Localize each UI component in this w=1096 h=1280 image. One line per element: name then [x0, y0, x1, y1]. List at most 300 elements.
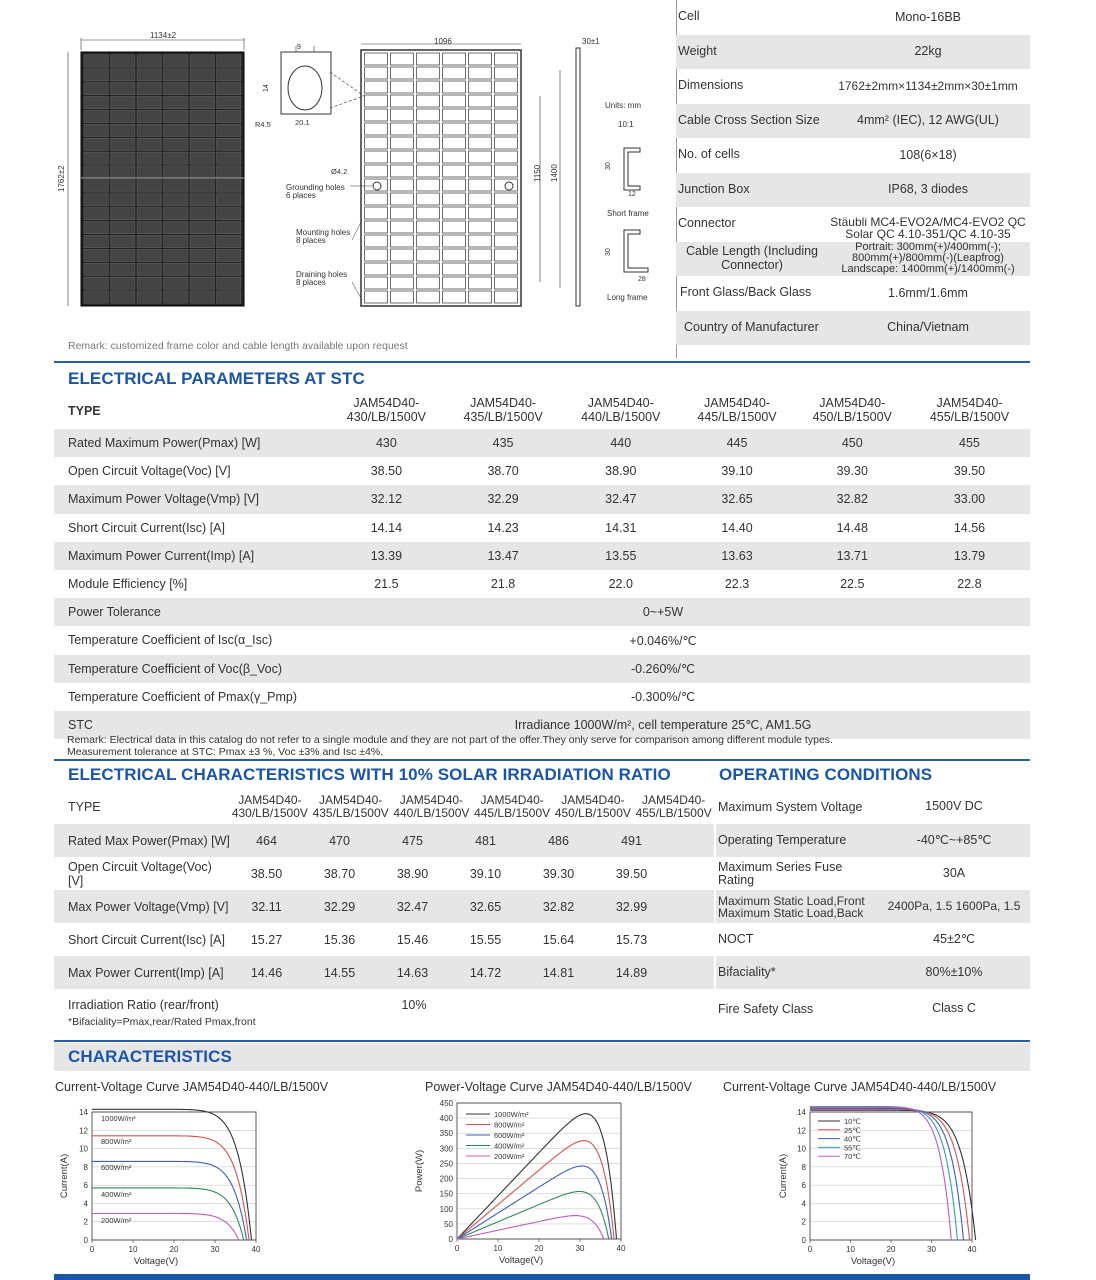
x-tick-label: 30 [575, 1244, 585, 1253]
pv-cell [190, 83, 215, 95]
irr-row [54, 890, 714, 923]
back-cell [391, 53, 414, 65]
back-cell [417, 53, 440, 65]
pv-cell [164, 194, 189, 206]
back-cell [365, 291, 388, 303]
pv-cell [111, 166, 136, 178]
pv-cell [217, 208, 242, 220]
series-line [457, 1114, 617, 1239]
pv-cell [217, 124, 242, 136]
series-line [810, 1107, 951, 1241]
cell-value: 14.55 [323, 965, 356, 980]
back-cell [443, 207, 466, 219]
row-label: Module Efficiency [%] [68, 577, 188, 592]
cell-value: 22.8 [957, 577, 982, 592]
pv-cell [84, 124, 109, 136]
legend-label: 800W/m² [101, 1137, 132, 1146]
hole-detail [255, 44, 364, 129]
cell-value: 32.65 [721, 492, 753, 507]
row-label: STC [68, 717, 93, 732]
spec-row-weight: Weight 22kg [676, 35, 1030, 70]
svg-text:9: 9 [297, 44, 301, 51]
back-cell [495, 81, 518, 93]
iv-irradiance-chart [55, 1100, 285, 1272]
span-value: -0.300%/℃ [630, 690, 696, 705]
cell-value: 32.65 [469, 899, 502, 914]
back-cell [495, 67, 518, 79]
back-cell [469, 53, 492, 65]
row-label: Maximum Power Voltage(Vmp) [V] [68, 492, 260, 507]
cell-value: 38.90 [396, 866, 429, 881]
back-cell [469, 165, 492, 177]
back-cell [469, 123, 492, 135]
back-cell [391, 67, 414, 79]
pv-cell [137, 110, 162, 122]
back-cell [469, 67, 492, 79]
pv-cell [217, 194, 242, 206]
pv-cell [190, 166, 215, 178]
back-cell [443, 291, 466, 303]
back-cell [391, 291, 414, 303]
pv-cell [137, 249, 162, 261]
spec-row-glass: Front Glass/Back Glass 1.6mm/1.6mm [680, 285, 968, 300]
y-tick-label: 14 [797, 1108, 806, 1117]
back-cell [417, 235, 440, 247]
operating-title: OPERATING CONDITIONS [719, 765, 933, 784]
iv-temperature-chart [774, 1100, 994, 1272]
back-cell [391, 123, 414, 135]
pv-cell [190, 138, 215, 150]
back-cell [365, 221, 388, 233]
x-tick-label: 20 [886, 1245, 896, 1254]
y-axis-label: Current(A) [59, 1153, 70, 1199]
irr-row [54, 956, 714, 989]
cell-value: 32.99 [615, 899, 648, 914]
cell-value: 435 [492, 436, 514, 451]
pv-cell [190, 263, 215, 275]
y-tick-label: 10 [79, 1144, 88, 1154]
stc-span-row [54, 683, 1030, 711]
y-tick-label: 8 [83, 1162, 88, 1172]
cell-value: 32.12 [370, 492, 403, 507]
back-cell [417, 193, 440, 205]
pv-cell [217, 166, 242, 178]
pv-cell [164, 152, 189, 164]
svg-text:30: 30 [605, 248, 612, 256]
span-value: -0.260%/℃ [630, 662, 696, 677]
pv-cell [137, 263, 162, 275]
back-cell [443, 165, 466, 177]
pv-cell [190, 152, 215, 164]
back-cell [365, 235, 388, 247]
pv-cell [111, 263, 136, 275]
back-cell [417, 249, 440, 261]
irr-row [54, 824, 714, 857]
back-cell [391, 95, 414, 107]
back-cell [391, 207, 414, 219]
stc-title: ELECTRICAL PARAMETERS AT STC [68, 369, 365, 388]
x-tick-label: 0 [807, 1245, 813, 1254]
pv-cell [164, 263, 189, 275]
back-cell [443, 263, 466, 275]
y-tick-label: 6 [801, 1181, 806, 1191]
back-cell [469, 207, 492, 219]
legend-label: 800W/m² [494, 1120, 525, 1130]
x-tick-label: 10 [128, 1245, 138, 1254]
back-cell [391, 81, 414, 93]
svg-text:8 places: 8 places [296, 236, 326, 245]
pv-cell [84, 152, 109, 164]
pv-cell [164, 83, 189, 95]
pv-cell [164, 138, 189, 150]
irr-table [54, 790, 714, 1021]
cell-value: 14.14 [370, 520, 403, 535]
x-tick-label: 20 [169, 1245, 179, 1254]
pv-cell [111, 277, 136, 289]
back-cell [469, 221, 492, 233]
x-tick-label: 40 [616, 1244, 626, 1253]
cell-value: 15.73 [615, 932, 648, 947]
pv-cell [84, 221, 109, 233]
span-value: +0.046%/℃ [629, 633, 697, 648]
cell-value: 32.29 [323, 899, 356, 914]
back-cell [495, 263, 518, 275]
pv-cell [137, 235, 162, 247]
characteristics-title: CHARACTERISTICS [68, 1047, 232, 1066]
y-axis-label: Current(A) [778, 1153, 789, 1199]
pv-cell [164, 124, 189, 136]
back-cell [443, 179, 466, 191]
pv-cell [84, 263, 109, 275]
pv-cell [190, 208, 215, 220]
pv-cell [137, 221, 162, 233]
svg-text:10:1: 10:1 [618, 120, 634, 129]
back-cell [365, 67, 388, 79]
cell-value: 32.47 [605, 492, 637, 507]
stc-span-row [54, 655, 1030, 683]
cell-value: 39.30 [836, 464, 868, 479]
back-cell [365, 81, 388, 93]
legend-label: 600W/m² [101, 1163, 132, 1172]
pv-cell [111, 180, 136, 192]
pv-cell [137, 194, 162, 206]
cell-value: 13.39 [370, 548, 403, 563]
y-tick-label: 0 [83, 1236, 88, 1245]
cell-value: 14.81 [542, 965, 575, 980]
pv-cell [111, 194, 136, 206]
cell-value: 21.5 [374, 577, 399, 592]
cell-value: 32.47 [396, 899, 429, 914]
x-tick-label: 10 [846, 1245, 855, 1254]
back-cell [469, 263, 492, 275]
back-cell [443, 249, 466, 261]
back-view [286, 37, 560, 306]
row-label: Max Power Voltage(Vmp) [V] [68, 899, 229, 914]
legend-label: 1000W/m² [494, 1110, 529, 1119]
legend-label: 200W/m² [101, 1216, 132, 1225]
series-line [457, 1216, 604, 1239]
cell-value: 32.11 [251, 899, 282, 914]
pv-cell [137, 96, 162, 108]
back-cell [495, 193, 518, 205]
legend-label: 70℃ [844, 1152, 861, 1162]
pv-cell [217, 55, 242, 67]
back-cell [495, 123, 518, 135]
x-tick-label: 40 [251, 1245, 261, 1254]
cell-value: 15.36 [323, 932, 356, 947]
spec-row-cells: No. of cells 108(6×18) [678, 147, 957, 162]
y-tick-label: 2 [83, 1217, 88, 1227]
pv-cell [164, 180, 189, 192]
x-axis-label: Voltage(V) [498, 1255, 544, 1266]
pv-cell [111, 249, 136, 261]
pv-cell [190, 96, 215, 108]
y-tick-label: 100 [439, 1204, 453, 1214]
stc-span-row [54, 598, 1030, 626]
op-row: Bifaciality* 80%±10% [716, 956, 1030, 989]
pv-cell [84, 208, 109, 220]
back-cell [365, 109, 388, 121]
spec-row-cable: Cable Cross Section Size 4mm² (IEC), 12 AWG(UL) [676, 104, 1030, 139]
module-drawing [40, 30, 670, 330]
back-cell [391, 193, 414, 205]
cell-value: 15.64 [542, 932, 575, 947]
svg-text:R4.5: R4.5 [255, 120, 271, 129]
op-row: Maximum System Voltage 1500V DC [718, 799, 983, 814]
back-cell [495, 249, 518, 261]
x-axis-label: Voltage(V) [133, 1256, 179, 1267]
back-cell [495, 95, 518, 107]
spec-row-country: Country of Manufacturer China/Vietnam [676, 311, 1030, 346]
pv-cell [111, 110, 136, 122]
bifaciality-note: *Bifaciality=Pmax,rear/Rated Pmax,front [68, 1016, 256, 1028]
series-line [810, 1108, 964, 1240]
pv-cell [217, 277, 242, 289]
back-cell [365, 249, 388, 261]
svg-text:30: 30 [605, 162, 612, 170]
back-cell [469, 109, 492, 121]
y-tick-label: 12 [797, 1126, 806, 1136]
back-cell [443, 193, 466, 205]
pv-cell [164, 166, 189, 178]
pv-cell [164, 55, 189, 67]
chart-title-iv-irr: Current-Voltage Curve JAM54D40-440/LB/1500V [55, 1080, 329, 1094]
cell-value: 464 [256, 833, 277, 848]
cell-value: 470 [329, 833, 350, 848]
op-row: Fire Safety Class Class C [718, 1001, 976, 1016]
pv-cell [217, 263, 242, 275]
back-cell [443, 81, 466, 93]
y-tick-label: 12 [79, 1126, 88, 1136]
row-label: Temperature Coefficient of Voc(β_Voc) [68, 661, 283, 676]
pv-cell [164, 235, 189, 247]
stc-row [54, 514, 1030, 542]
y-tick-label: 2 [801, 1217, 806, 1227]
cell-value: 14.63 [396, 965, 429, 980]
cell-value: 21.8 [490, 577, 516, 592]
op-row: Maximum Static Load,Front Maximum Static Load,Back 2400Pa, 1.5 1600Pa, 1.5 [716, 890, 1030, 923]
back-cell [443, 151, 466, 163]
series-line [457, 1166, 612, 1239]
span-value: Irradiance 1000W/m², cell temperature 25℃, AM1.5G [514, 718, 812, 733]
series-line [810, 1107, 957, 1240]
y-tick-label: 10 [797, 1144, 806, 1154]
cell-value: 13.63 [721, 548, 753, 563]
y-tick-label: 200 [439, 1174, 453, 1184]
back-cell [443, 109, 466, 121]
pv-cell [84, 166, 109, 178]
back-cell [469, 235, 492, 247]
svg-text:6 places: 6 places [286, 191, 316, 200]
stc-span-row [54, 626, 1030, 654]
pv-cell [190, 221, 215, 233]
pv-cell [217, 291, 242, 303]
back-cell [417, 179, 440, 191]
cell-value: 38.50 [250, 866, 283, 881]
y-tick-label: 150 [439, 1189, 453, 1199]
op-row: Operating Temperature -40℃~+85℃ [716, 824, 1030, 857]
back-cell [417, 221, 440, 233]
back-cell [443, 67, 466, 79]
cell-value: 14.23 [487, 520, 519, 535]
back-cell [417, 165, 440, 177]
pv-cell [84, 235, 109, 247]
back-cell [443, 123, 466, 135]
pv-chart [408, 1096, 638, 1272]
svg-text:1150: 1150 [533, 164, 542, 182]
cell-value: 430 [375, 436, 397, 451]
row-label: Maximum Power Current(Imp) [A] [68, 548, 255, 563]
back-cell [495, 221, 518, 233]
spec-row-connector: Connector Stäubli MC4-EVO2A/MC4-EVO2 QC Solar QC 4.10-351/QC 4.10-35 [678, 214, 1026, 242]
pv-cell [217, 152, 242, 164]
chart-title-pv: Power-Voltage Curve JAM54D40-440/LB/1500V [425, 1080, 692, 1094]
back-cell [417, 95, 440, 107]
irr-ratio-row: Irradiation Ratio (rear/front) 10% [68, 998, 427, 1012]
pv-cell [137, 291, 162, 303]
irr-row [54, 923, 714, 956]
pv-cell [190, 69, 215, 81]
pv-cell [164, 110, 189, 122]
back-cell [417, 277, 440, 289]
back-cell [391, 235, 414, 247]
svg-text:12: 12 [628, 191, 636, 198]
cell-value: 39.10 [721, 464, 753, 479]
back-cell [443, 53, 466, 65]
pv-cell [84, 277, 109, 289]
svg-text:28: 28 [638, 276, 646, 283]
front-view [57, 31, 244, 306]
pv-cell [137, 83, 162, 95]
cell-value: 39.50 [615, 866, 648, 881]
stc-header-row: TYPE JAM54D40-430/LB/1500V JAM54D40-435/LB/1500V JAM54D40-440/LB/1500V JAM54D40-445/LB/1500V JAM54D40-450/LB/1500V JAM54D40-455/LB/1500V [68, 396, 1010, 424]
pv-cell [111, 83, 136, 95]
pv-cell [111, 221, 136, 233]
cell-value: 14.46 [250, 965, 283, 980]
pv-cell [217, 180, 242, 192]
op-row: Maximum Series Fuse Rating 30A [718, 860, 966, 887]
cell-value: 14.89 [615, 965, 648, 980]
section-rule [54, 361, 1030, 363]
pv-cell [137, 124, 162, 136]
pv-cell [137, 180, 162, 192]
svg-text:Mounting holes: Mounting holes [296, 228, 351, 237]
y-tick-label: 250 [439, 1159, 453, 1169]
back-cell [365, 263, 388, 275]
cell-value: 32.82 [542, 899, 575, 914]
cell-value: 13.55 [605, 548, 637, 563]
stc-row [54, 429, 1030, 457]
back-cell [391, 277, 414, 289]
bottom-bar [54, 1274, 1030, 1280]
width-dim: 1134±2 [150, 31, 177, 40]
pv-cell [164, 221, 189, 233]
legend-label: 400W/m² [101, 1190, 132, 1199]
cell-value: 22.0 [608, 577, 633, 592]
stc-remark: Remark: Electrical data in this catalog do not refer to a single module and they are not part of the offer.They only serve for comparison among different module types. Measurement tolerance at STC: Pmax ±3 %, Voc ±3% and Isc ±4%. [67, 734, 833, 759]
back-cell [469, 151, 492, 163]
x-tick-label: 10 [493, 1244, 503, 1253]
pv-cell [190, 291, 215, 303]
y-tick-label: 350 [439, 1129, 453, 1139]
pv-cell [84, 180, 109, 192]
pv-cell [84, 110, 109, 122]
pv-cell [190, 110, 215, 122]
pv-cell [190, 55, 215, 67]
pv-cell [190, 249, 215, 261]
cell-value: 14.40 [721, 520, 753, 535]
x-tick-label: 40 [967, 1245, 977, 1254]
x-tick-label: 0 [454, 1244, 460, 1253]
stc-row [54, 542, 1030, 570]
cell-value: 14.72 [469, 965, 502, 980]
y-tick-label: 14 [79, 1108, 88, 1117]
spec-row-dimensions: Dimensions 1762±2mm×1134±2mm×30±1mm [678, 78, 1018, 93]
cell-value: 15.46 [396, 932, 429, 947]
svg-text:Draining holes: Draining holes [296, 270, 348, 279]
cell-value: 13.71 [836, 548, 868, 563]
pv-cell [190, 180, 215, 192]
pv-cell [111, 208, 136, 220]
cell-value: 440 [610, 436, 632, 451]
legend-label: 10℃ [844, 1117, 861, 1126]
pv-cell [84, 83, 109, 95]
y-tick-label: 400 [439, 1114, 453, 1124]
back-cell [443, 221, 466, 233]
back-cell [391, 263, 414, 275]
x-tick-label: 0 [89, 1245, 95, 1254]
row-label: Power Tolerance [68, 605, 161, 620]
stc-row [54, 485, 1030, 513]
span-value: 0~+5W [642, 605, 684, 620]
pv-cell [84, 291, 109, 303]
cell-value: 38.70 [323, 866, 356, 881]
pv-cell [111, 69, 136, 81]
cell-value: 14.48 [836, 520, 868, 535]
back-cell [365, 123, 388, 135]
pv-cell [137, 138, 162, 150]
pv-cell [164, 249, 189, 261]
back-cell [443, 277, 466, 289]
row-label: Short Circuit Current(Isc) [A] [68, 520, 225, 535]
row-label: Temperature Coefficient of Pmax(γ_Pmp) [68, 689, 298, 704]
back-cell [469, 81, 492, 93]
back-cell [365, 277, 388, 289]
legend-label: 400W/m² [494, 1141, 525, 1151]
back-cell [495, 151, 518, 163]
row-label: Open Circuit Voltage(Voc) [V] [68, 464, 231, 479]
back-cell [417, 81, 440, 93]
